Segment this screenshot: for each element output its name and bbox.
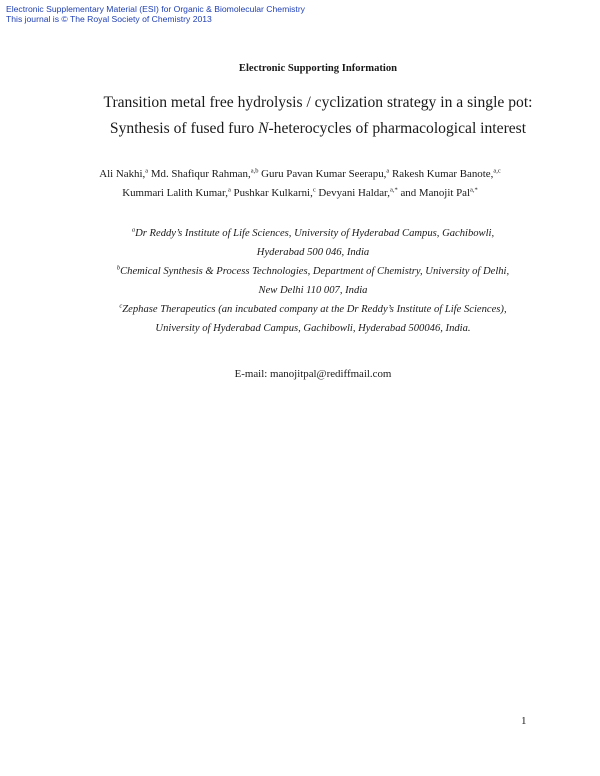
author-line-1 (0, 165, 600, 184)
author-affiliation-mark: a (145, 167, 149, 175)
author-name: Kummari Lalith Kumar, (122, 187, 228, 199)
affiliation-c-line-1 (0, 300, 600, 319)
contact-email: E-mail: manojitpal@rediffmail.com (234, 368, 392, 380)
author-name: and Manojit Pal (397, 187, 471, 199)
author-name: Guru Pavan Kumar Seerapu, (258, 168, 387, 180)
author-affiliation-mark: a,c (493, 167, 501, 175)
author-list (0, 165, 600, 203)
author-name: Pushkar Kulkarni, (230, 187, 313, 199)
author-affiliation-mark: a,b (250, 167, 259, 175)
author-affiliation-mark: c (312, 186, 316, 194)
affiliation-c-line-2: University of Hyderabad Campus, Gachibowli, Hyderabad 500046, India. (155, 323, 471, 334)
page-number: 1 (521, 715, 527, 727)
title-line-1: Transition metal free hydrolysis / cyclization strategy in a single pot: (103, 94, 533, 111)
author-affiliation-mark: a (227, 186, 231, 194)
affiliation-mark: b (116, 264, 121, 272)
author-name: Devyani Haldar, (315, 187, 390, 199)
author-affiliation-mark: a (386, 167, 390, 175)
affiliation-text: Dr Reddy’s Institute of Life Sciences, University of Hyderabad Campus, Gachibowli, (135, 228, 495, 239)
esi-journal-header (6, 4, 305, 24)
author-line-2 (0, 184, 600, 203)
author-affiliation-mark: a,* (470, 186, 478, 194)
affiliations (0, 224, 600, 338)
author-name: Md. Shafiqur Rahman, (148, 168, 251, 180)
affiliation-text: Zephase Therapeutics (an incubated company at the Dr Reddy’s Institute of Life Sciences), (122, 304, 507, 315)
title-line-2-end: -heterocycles of pharmacological interest (268, 120, 527, 137)
affiliation-a-line-1 (0, 224, 600, 243)
title-line-2-start: Synthesis of fused furo (109, 120, 259, 137)
author-name: Rakesh Kumar Banote, (389, 168, 494, 180)
esi-header-line-2: This journal is © The Royal Society of Chemistry 2013 (6, 14, 212, 24)
author-affiliation-mark: a,* (389, 186, 398, 194)
affiliation-b-line-2: New Delhi 110 007, India (258, 285, 368, 296)
affiliation-mark: c (119, 302, 123, 310)
document-label: Electronic Supporting Information (238, 63, 398, 74)
paper-title (0, 90, 600, 142)
title-line-2 (0, 116, 600, 142)
affiliation-mark: a (131, 226, 136, 234)
affiliation-b-line-1 (0, 262, 600, 281)
esi-header-line-1: Electronic Supplementary Material (ESI) for Organic & Biomolecular Chemistry (6, 4, 305, 14)
affiliation-text: Chemical Synthesis & Process Technologies, Department of Chemistry, University of Delhi, (120, 266, 510, 277)
title-italic-n: N (258, 120, 269, 137)
author-name: Ali Nakhi, (99, 168, 146, 180)
affiliation-a-line-2: Hyderabad 500 046, India (256, 247, 370, 258)
